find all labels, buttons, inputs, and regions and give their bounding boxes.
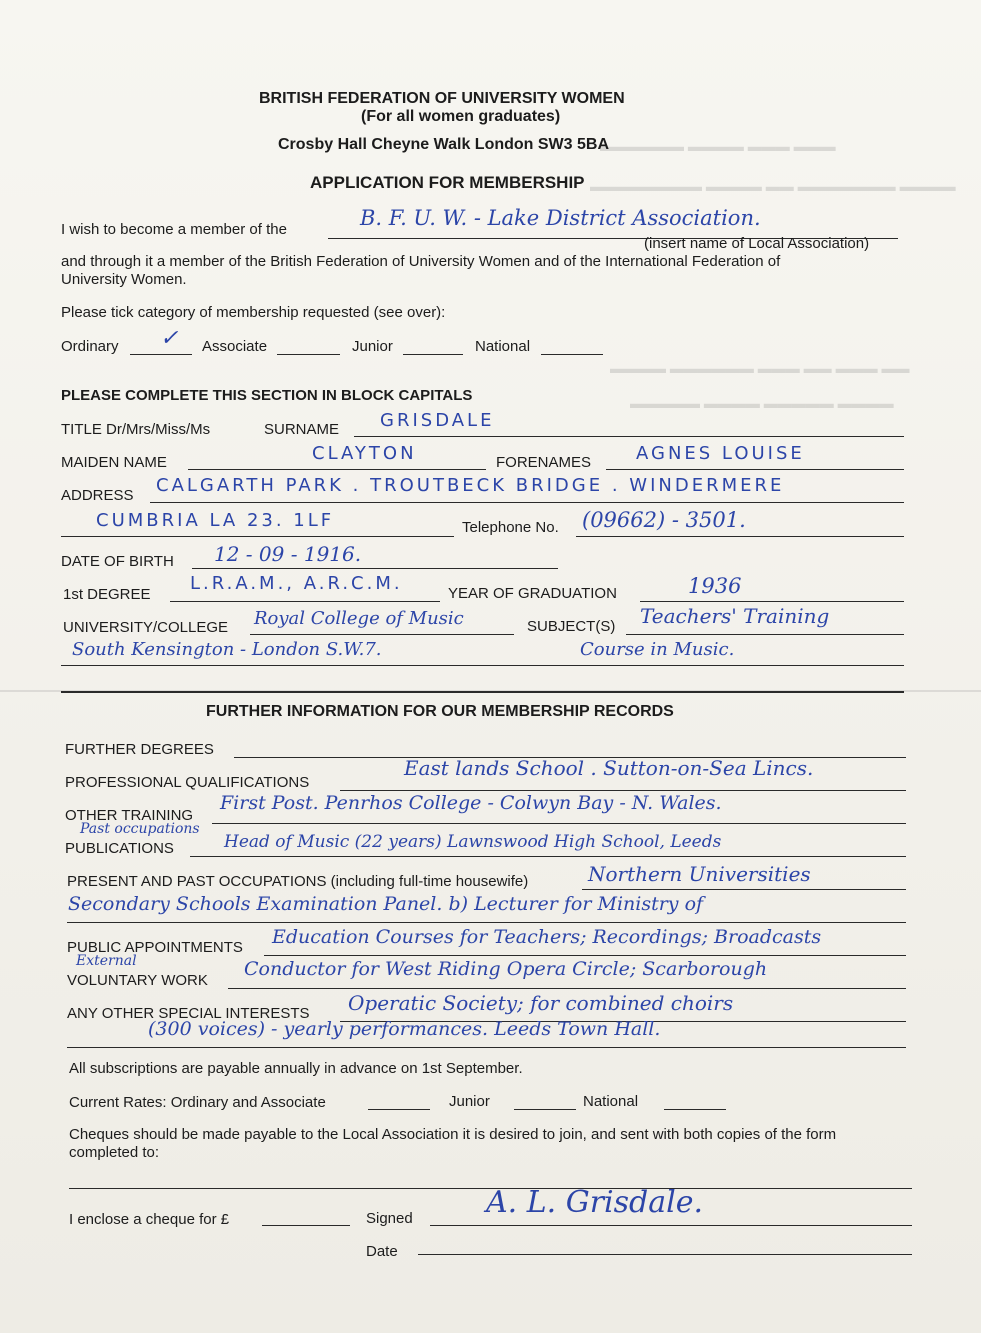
- publications-line: [190, 856, 906, 857]
- rates-national-label: National: [583, 1093, 639, 1110]
- national-label: National: [475, 338, 531, 355]
- graduation-line: [640, 601, 904, 602]
- forenames-line: [606, 469, 904, 470]
- address-line-2: [61, 536, 454, 537]
- signature[interactable]: A. L. Grisdale.: [486, 1185, 704, 1220]
- occupations-label: PRESENT AND PAST OCCUPATIONS (including full-time housewife): [67, 873, 529, 890]
- form-title: APPLICATION FOR MEMBERSHIP: [310, 173, 585, 192]
- maiden-label: MAIDEN NAME: [61, 454, 167, 471]
- org-subtitle: (For all women graduates): [361, 108, 561, 125]
- associate-line: [277, 354, 340, 355]
- further-degrees-label: FURTHER DEGREES: [65, 741, 214, 758]
- past-occupations-note[interactable]: Past occupations: [80, 821, 200, 837]
- other-training-value[interactable]: First Post. Penrhos College - Colwyn Bay - N. Wales.: [220, 792, 722, 814]
- section1-heading: PLEASE COMPLETE THIS SECTION IN BLOCK CAPITALS: [61, 387, 473, 404]
- show-through: ▬▬▬ ▬▬▬ ▬▬▬▬ ▬▬▬▬▬▬: [600, 138, 836, 154]
- national-line: [541, 354, 603, 355]
- cheques-text-2: completed to:: [69, 1144, 160, 1161]
- insert-hint: (insert name of Local Association): [644, 235, 870, 252]
- subscriptions-text: All subscriptions are payable annually in advance on 1st September.: [69, 1060, 523, 1077]
- interests-value[interactable]: Operatic Society; for combined choirs: [348, 991, 734, 1015]
- publications-value[interactable]: Head of Music (22 years) Lawnswood High School, Leeds: [224, 832, 722, 852]
- rates-junior-line: [514, 1109, 576, 1110]
- forenames-value[interactable]: AGNES LOUISE: [636, 443, 805, 464]
- address-line-1: [150, 502, 904, 503]
- through-text: and through it a member of the British Federation of University Women and of the International Federation of: [61, 253, 781, 270]
- surname-value[interactable]: GRISDALE: [380, 410, 495, 431]
- voluntary-work-value[interactable]: Conductor for West Riding Opera Circle; Scarborough: [244, 958, 768, 980]
- professional-value[interactable]: East lands School . Sutton-on-Sea Lincs.: [404, 756, 814, 780]
- forenames-label: FORENAMES: [496, 454, 592, 471]
- rates-junior-label: Junior: [449, 1093, 490, 1110]
- university-line: [250, 634, 514, 635]
- public-appointments-value[interactable]: Education Courses for Teachers; Recordings; Broadcasts: [272, 926, 822, 948]
- graduation-value[interactable]: 1936: [688, 574, 742, 598]
- surname-label: SURNAME: [264, 421, 340, 438]
- university-label: UNIVERSITY/COLLEGE: [63, 619, 229, 636]
- date-label: Date: [366, 1243, 398, 1260]
- ordinary-tick[interactable]: ✓: [160, 326, 179, 351]
- associate-label: Associate: [202, 338, 268, 355]
- maiden-line: [188, 469, 486, 470]
- degree-label: 1st DEGREE: [63, 586, 151, 603]
- address-value-1[interactable]: CALGARTH PARK . TROUTBECK BRIDGE . WINDERMERE: [156, 475, 785, 496]
- through-text-2: University Women.: [61, 271, 187, 288]
- signed-line: [430, 1225, 912, 1226]
- occupations-value[interactable]: Northern Universities: [588, 862, 811, 886]
- title-label: TITLE Dr/Mrs/Miss/Ms: [61, 421, 211, 438]
- org-address: Crosby Hall Cheyne Walk London SW3 5BA: [278, 136, 610, 153]
- signed-label: Signed: [366, 1210, 413, 1227]
- local-association-value[interactable]: B. F. U. W. - Lake District Association.: [360, 206, 761, 230]
- telephone-value[interactable]: (09662) - 3501.: [582, 508, 746, 532]
- telephone-line: [576, 536, 904, 537]
- occupations-value-2[interactable]: Secondary Schools Examination Panel. b) Lecturer for Ministry of: [68, 893, 704, 915]
- date-line: [418, 1254, 912, 1255]
- graduation-label: YEAR OF GRADUATION: [448, 585, 617, 602]
- show-through: ▬▬▬▬ ▬▬▬▬▬ ▬▬▬▬ ▬▬▬▬▬: [630, 395, 894, 411]
- subjects-value[interactable]: Teachers' Training: [640, 604, 830, 628]
- other-training-line: [212, 823, 906, 824]
- degree-value[interactable]: L.R.A.M., A.R.C.M.: [190, 573, 403, 594]
- section-divider: [61, 691, 904, 693]
- ordinary-label: Ordinary: [61, 338, 119, 355]
- ordinary-line: [130, 354, 192, 355]
- surname-line: [354, 436, 904, 437]
- enclose-line: [262, 1225, 350, 1226]
- enclose-label: I enclose a cheque for £: [69, 1211, 230, 1228]
- wish-label: I wish to become a member of the: [61, 221, 287, 238]
- rates-national-line: [664, 1109, 726, 1110]
- rates-ordinary-line: [368, 1109, 430, 1110]
- section2-heading: FURTHER INFORMATION FOR OUR MEMBERSHIP RECORDS: [206, 703, 674, 720]
- public-appointments-line: [264, 955, 906, 956]
- junior-label: Junior: [352, 338, 393, 355]
- university-value-2[interactable]: South Kensington - London S.W.7.: [72, 639, 382, 660]
- current-rates-label: Current Rates: Ordinary and Associate: [69, 1094, 326, 1111]
- interests-line-2: [67, 1047, 906, 1048]
- show-through: ▬▬ ▬▬▬ ▬▬ ▬▬▬ ▬▬▬▬▬▬ ▬▬▬▬: [610, 360, 910, 376]
- university-line-2: [61, 665, 904, 666]
- address-value-2[interactable]: CUMBRIA LA 23. 1LF: [96, 510, 335, 531]
- professional-label: PROFESSIONAL QUALIFICATIONS: [65, 774, 310, 791]
- interests-label: ANY OTHER SPECIAL INTERESTS: [67, 1005, 310, 1022]
- cheques-text: Cheques should be made payable to the Local Association it is desired to join, and sent with both copies of the form: [69, 1126, 837, 1143]
- address-label: ADDRESS: [61, 487, 134, 504]
- publications-label: PUBLICATIONS: [65, 840, 174, 857]
- maiden-value[interactable]: CLAYTON: [312, 443, 417, 464]
- voluntary-work-line: [228, 988, 906, 989]
- junior-line: [403, 354, 463, 355]
- dob-value[interactable]: 12 - 09 - 1916.: [214, 542, 362, 566]
- subjects-value-2[interactable]: Course in Music.: [580, 639, 735, 660]
- dob-label: DATE OF BIRTH: [61, 553, 174, 570]
- org-title: BRITISH FEDERATION OF UNIVERSITY WOMEN: [259, 90, 625, 107]
- university-value[interactable]: Royal College of Music: [254, 608, 464, 629]
- dob-line: [192, 568, 558, 569]
- other-training-label: OTHER TRAINING: [65, 807, 194, 824]
- degree-line: [170, 601, 440, 602]
- show-through: ▬▬▬▬ ▬▬▬▬▬▬▬ ▬▬ ▬▬▬▬ ▬▬▬▬▬▬▬▬: [590, 178, 956, 194]
- tick-instruction: Please tick category of membership requested (see over):: [61, 304, 446, 321]
- occupations-line: [582, 889, 906, 890]
- professional-line: [340, 790, 906, 791]
- subjects-line: [626, 634, 904, 635]
- voluntary-work-label: VOLUNTARY WORK: [67, 972, 208, 989]
- public-appointments-label: PUBLIC APPOINTMENTS: [67, 939, 243, 956]
- interests-value-2[interactable]: (300 voices) - yearly performances. Leeds Town Hall.: [148, 1018, 661, 1040]
- external-note[interactable]: External: [76, 953, 137, 969]
- subjects-label: SUBJECT(S): [527, 618, 616, 635]
- occupations-line-2: [67, 922, 906, 923]
- telephone-label: Telephone No.: [462, 519, 559, 536]
